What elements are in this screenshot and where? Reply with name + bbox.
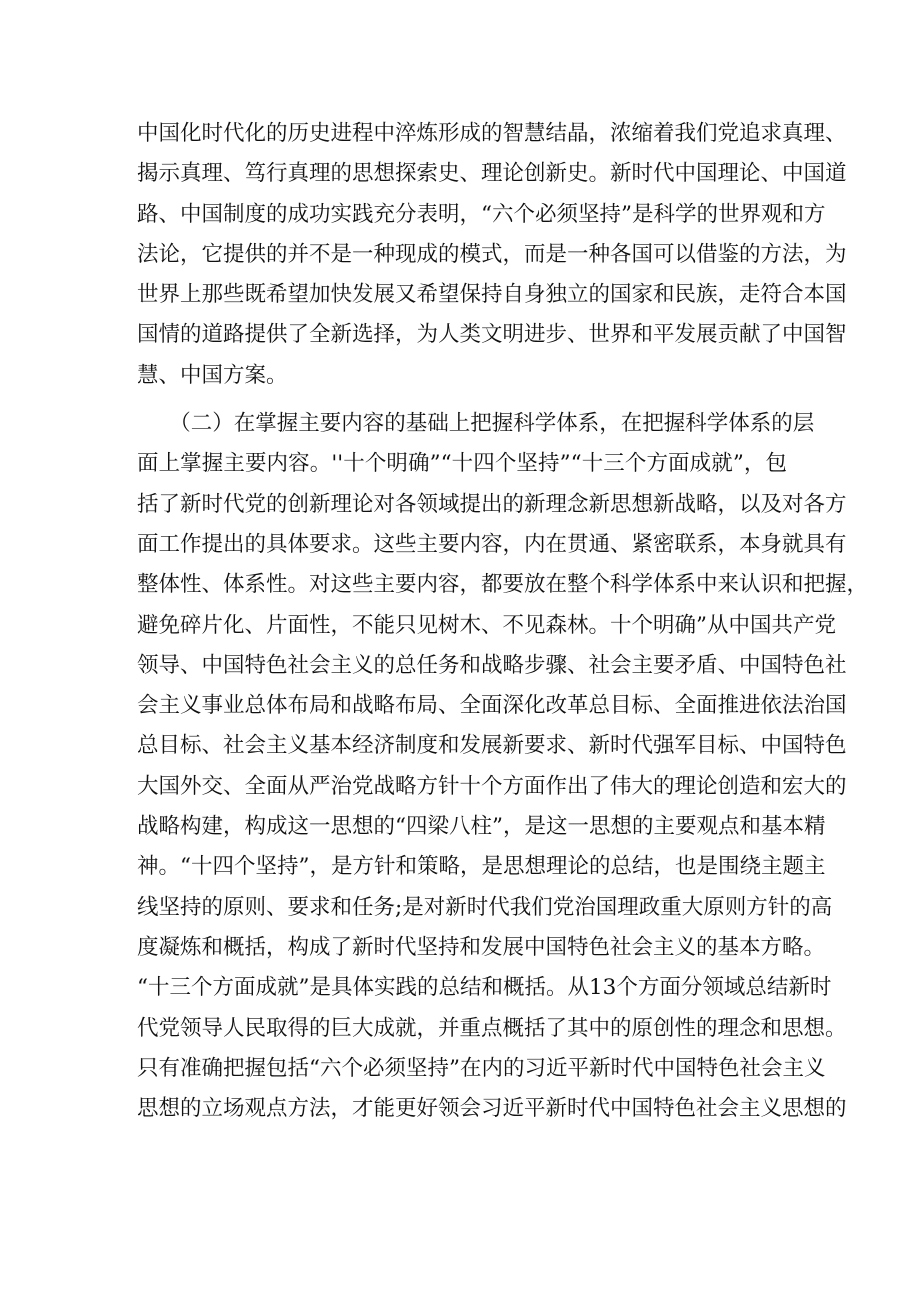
text-line: 只有准确把握包括“六个必须坚持”在内的习近平新时代中国特色社会主义	[137, 1055, 826, 1081]
text-line: 法论，它提供的并不是一种现成的模式，而是一种各国可以借鉴的方法，为	[137, 241, 847, 267]
paragraph-2	[137, 404, 869, 1129]
text-line: 代党领导人民取得的巨大成就，并重点概括了其中的原创性的理念和思想。	[137, 1015, 847, 1041]
text-line: 中国化时代化的历史进程中淬炼形成的智慧结晶，浓缩着我们党追求真理、	[137, 121, 847, 146]
text-line: 面工作提出的具体要求。这些主要内容，内在贯通、紧密联系，本身就具有	[137, 531, 847, 557]
text-line: 战略构建，构成这一思想的“四梁八柱”，是这一思想的主要观点和基本精	[137, 814, 826, 840]
text-line: 面上掌握主要内容。''十个明确”“十四个坚持”“十三个方面成就”，包	[137, 451, 787, 477]
text-line: 度凝炼和概括，构成了新时代坚持和发展中国特色社会主义的基本方略。	[137, 934, 826, 960]
text-line: 总目标、社会主义基本经济制度和发展新要求、新时代强军目标、中国特色	[137, 733, 847, 759]
text-line: “十三个方面成就”是具体实践的总结和概括。从13个方面分领域总结新时	[137, 975, 832, 1001]
text-line: 国情的道路提供了全新选择，为人类文明进步、世界和平发展贡献了中国智	[137, 322, 847, 348]
text-line: 避免碎片化、片面性，不能只见树木、不见森林。十个明确”从中国共产党	[137, 612, 836, 638]
text-line: 思想的立场观点方法，才能更好领会习近平新时代中国特色社会主义思想的	[137, 1096, 847, 1122]
text-line: （二）在掌握主要内容的基础上把握科学体系，在把握科学体系的层	[137, 411, 815, 437]
text-line: 线坚持的原则、要求和任务;是对新时代我们党治国理政重大原则方针的高	[137, 894, 833, 920]
paragraph-1	[137, 114, 847, 396]
text-line: 神。“十四个坚持”，是方针和策略，是思想理论的总结，也是围绕主题主	[137, 854, 826, 880]
text-line: 揭示真理、笃行真理的思想探索史、理论创新史。新时代中国理论、中国道	[137, 161, 847, 187]
body-text	[137, 114, 869, 1129]
text-line: 整体性、体系性。对这些主要内容，都要放在整个科学体系中来认识和把握，	[137, 572, 869, 598]
text-line: 路、中国制度的成功实践充分表明，“六个必须坚持”是科学的世界观和方	[137, 201, 826, 227]
paragraph-gap	[137, 396, 787, 404]
text-line: 世界上那些既希望加快发展又希望保持自身独立的国家和民族，走符合本国	[137, 282, 847, 308]
text-line: 大国外交、全面从严治党战略方针十个方面作出了伟大的理论创造和宏大的	[137, 773, 847, 799]
text-line: 会主义事业总体布局和战略布局、全面深化改革总目标、全面推进依法治国	[137, 693, 847, 719]
text-line: 慧、中国方案。	[137, 362, 288, 388]
text-line: 括了新时代党的创新理论对各领域提出的新理念新思想新战略，以及对各方	[137, 491, 847, 517]
text-line: 领导、中国特色社会主义的总任务和战略步骤、社会主要矛盾、中国特色社	[137, 652, 847, 678]
